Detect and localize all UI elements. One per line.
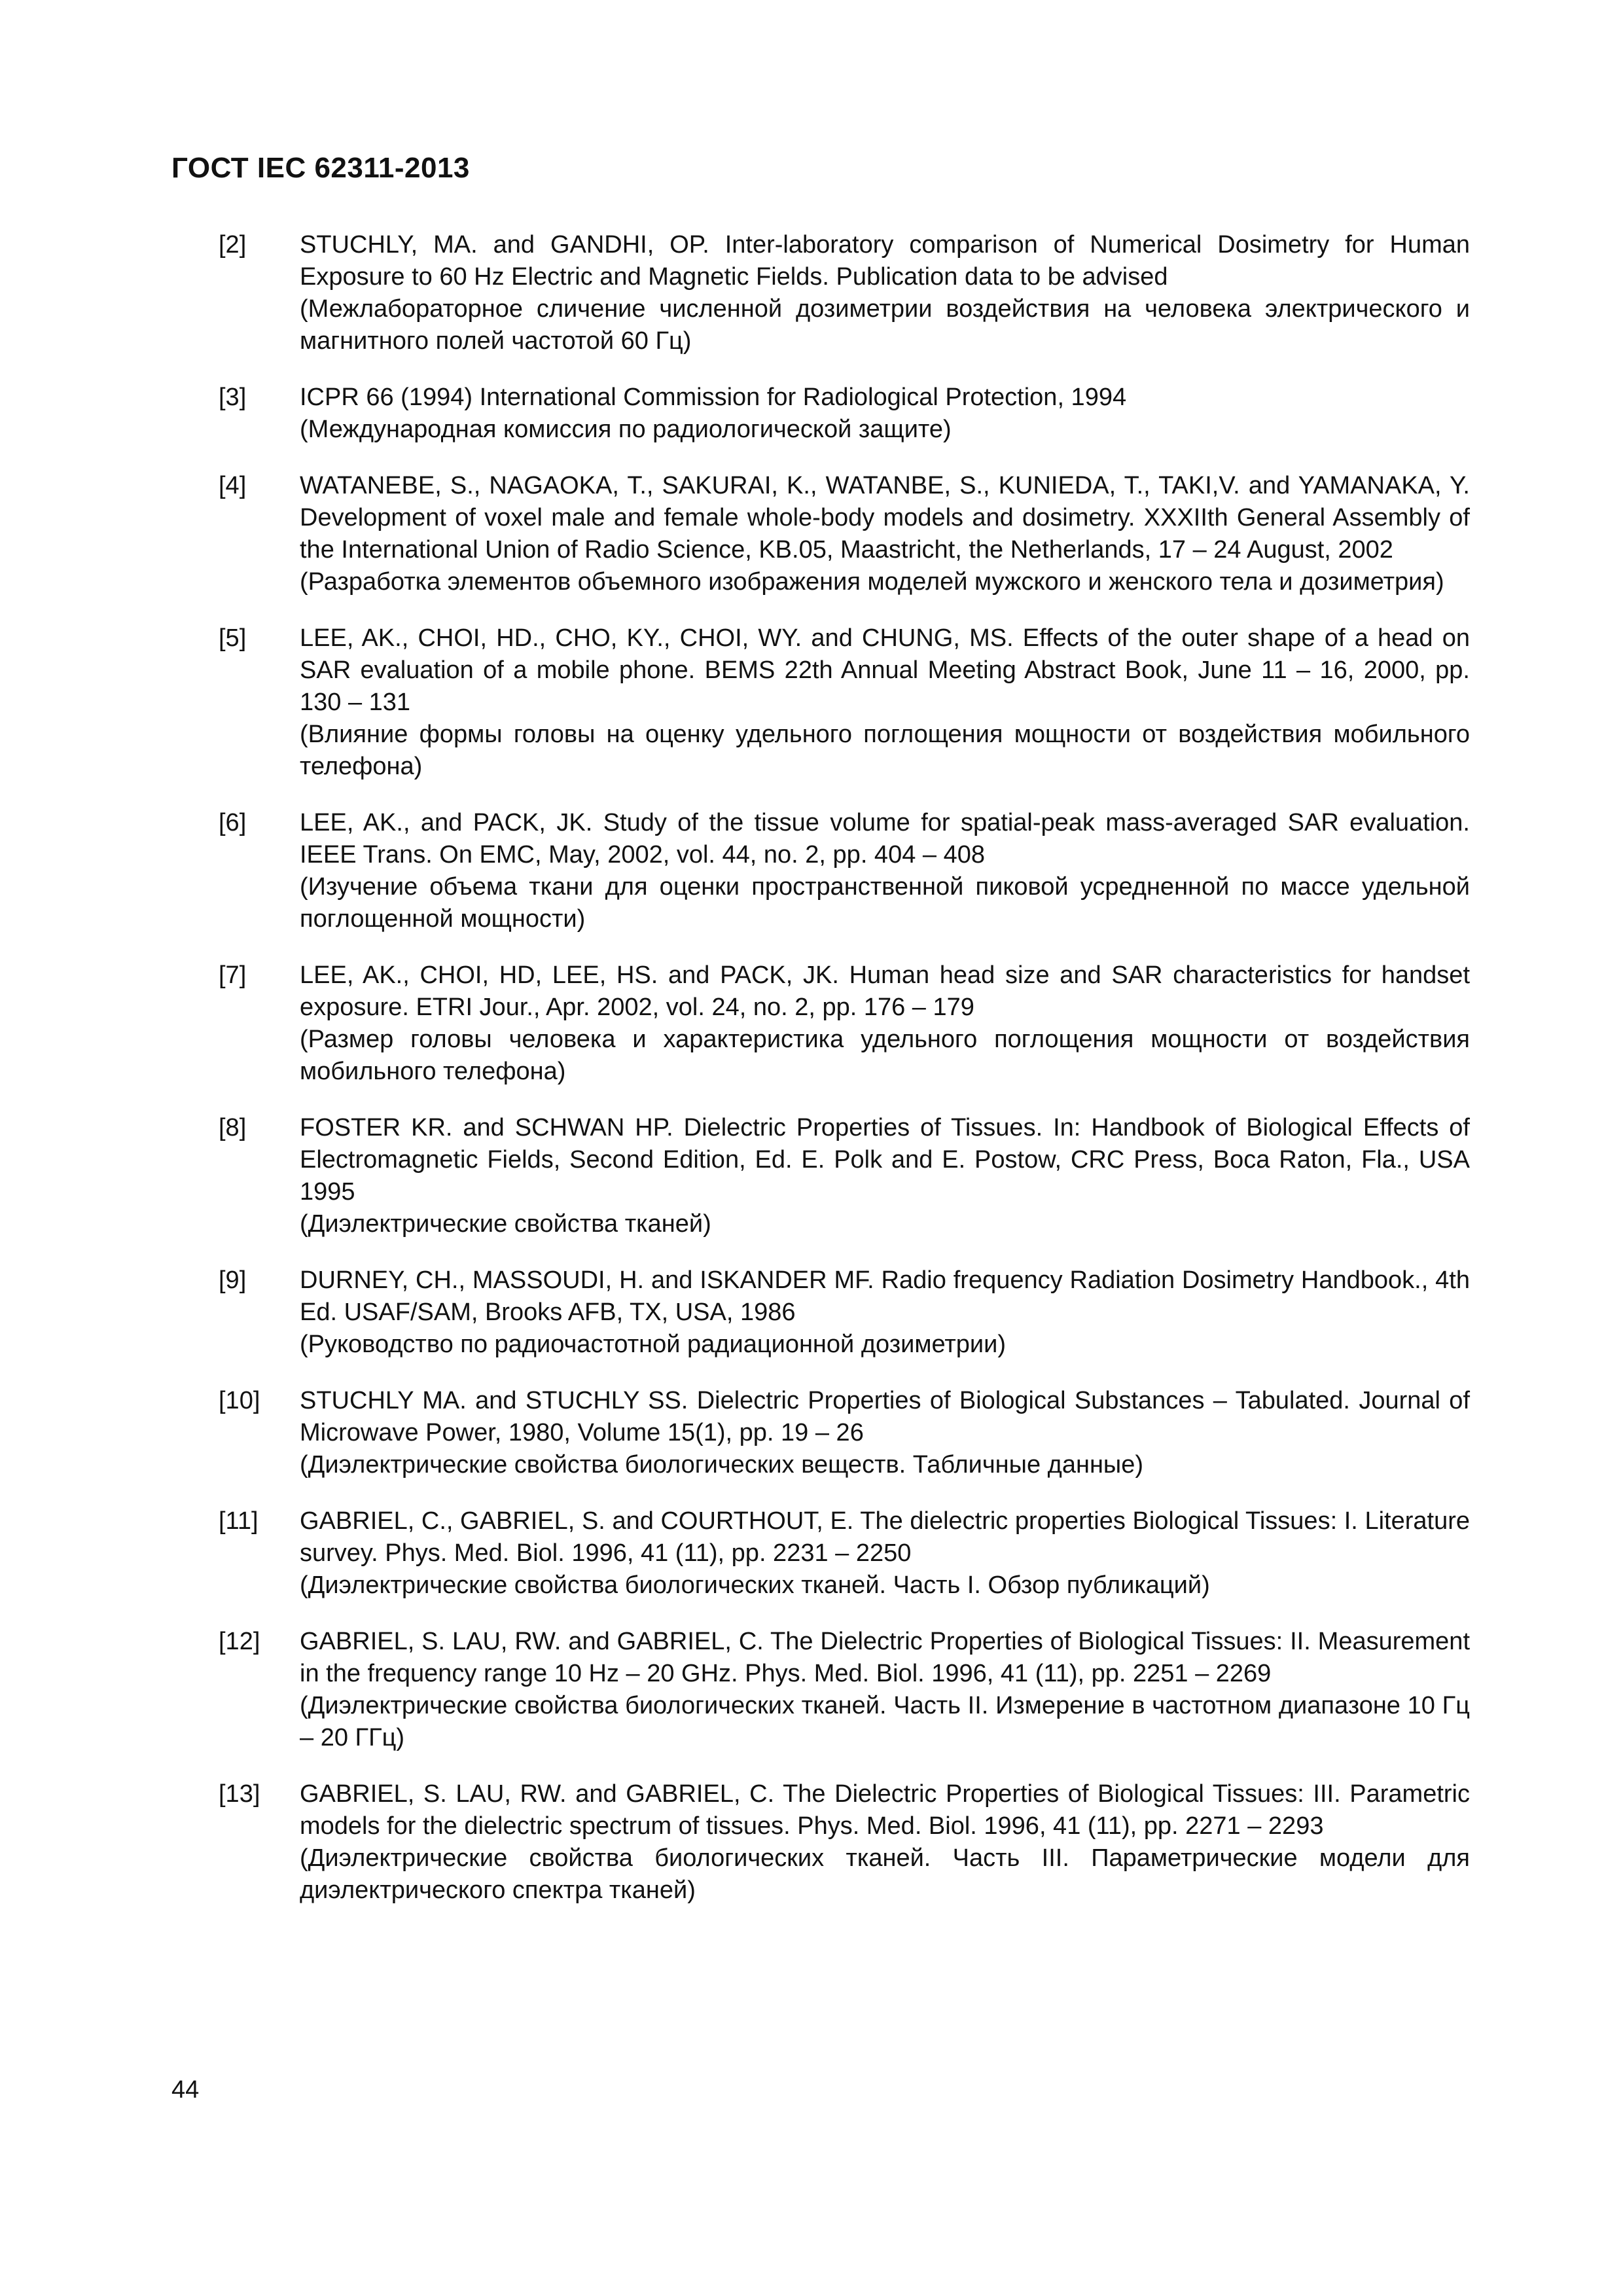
reference-item [219, 1626, 1470, 1754]
reference-body [300, 1265, 1470, 1361]
reference-list [219, 229, 1470, 1931]
reference-citation: DURNEY, CH., MASSOUDI, H. and ISKANDER MF. Radio frequency Radiation Dosimetry Handbook., 4th Ed. USAF/SAM, Brooks AFB, TX, USA, 1986 [300, 1266, 1470, 1326]
reference-number: [8] [219, 1114, 247, 1141]
reference-item [219, 807, 1470, 935]
reference-translation: (Изучение объема ткани для оценки пространственной пиковой усредненной по массе удельной поглощенной мощности) [300, 873, 1470, 933]
page-number: 44 [171, 2076, 200, 2104]
reference-body [300, 382, 1470, 446]
reference-body [300, 1626, 1470, 1754]
reference-item [219, 470, 1470, 598]
reference-body [300, 960, 1470, 1088]
reference-citation: STUCHLY MA. and STUCHLY SS. Dielectric Properties of Biological Substances – Tabulated. Journal of Microwave Power, 1980, Volume 15(1), pp. 19 – 26 [300, 1387, 1470, 1446]
reference-item [219, 1385, 1470, 1481]
reference-number: [7] [219, 961, 247, 989]
reference-body [300, 229, 1470, 357]
reference-body [300, 807, 1470, 935]
reference-body [300, 1778, 1470, 1907]
reference-translation: (Диэлектрические свойства биологических тканей. Часть I. Обзор публикаций) [300, 1571, 1210, 1599]
reference-translation: (Влияние формы головы на оценку удельного поглощения мощности от воздействия мобильного телефона) [300, 721, 1470, 780]
reference-number: [10] [219, 1387, 260, 1414]
reference-citation: ICPR 66 (1994) International Commission for Radiological Protection, 1994 [300, 384, 1127, 411]
reference-translation: (Размер головы человека и характеристика удельного поглощения мощности от воздействия мобильного телефона) [300, 1026, 1470, 1085]
reference-body [300, 622, 1470, 783]
reference-citation: FOSTER KR. and SCHWAN HP. Dielectric Properties of Tissues. In: Handbook of Biological Effects of Electromagnetic Fields, Second Edition, Ed. E. Polk and E. Postow, CRC Press, Boca Raton, Fla., USA 1995 [300, 1114, 1470, 1206]
reference-body [300, 1505, 1470, 1602]
reference-item [219, 1505, 1470, 1602]
reference-number: [3] [219, 384, 247, 411]
reference-number: [11] [219, 1507, 259, 1535]
reference-translation: (Межлабораторное сличение численной дозиметрии воздействия на человека электрического и магнитного полей частотой 60 Гц) [300, 295, 1470, 355]
reference-number: [13] [219, 1780, 260, 1808]
reference-citation: LEE, AK., and PACK, JK. Study of the tissue volume for spatial-peak mass-averaged SAR evaluation. IEEE Trans. On EMC, May, 2002, vol. 44, no. 2, pp. 404 – 408 [300, 809, 1470, 869]
reference-translation: (Международная комиссия по радиологической защите) [300, 416, 952, 443]
reference-number: [6] [219, 809, 247, 836]
reference-body [300, 1112, 1470, 1240]
reference-citation: LEE, AK., CHOI, HD., CHO, KY., CHOI, WY. and CHUNG, MS. Effects of the outer shape of a head on SAR evaluation of a mobile phone. BEMS 22th Annual Meeting Abstract Book, June 11 – 16, 2000, pp. 130 – 131 [300, 624, 1470, 716]
reference-number: [4] [219, 472, 247, 499]
reference-item [219, 382, 1470, 446]
reference-number: [2] [219, 231, 247, 259]
reference-translation: (Разработка элементов объемного изображения моделей мужского и женского тела и дозиметрия) [300, 568, 1444, 596]
reference-number: [12] [219, 1628, 260, 1655]
reference-item [219, 229, 1470, 357]
reference-translation: (Диэлектрические свойства биологических тканей. Часть III. Параметрические модели для диэлектрического спектра тканей) [300, 1844, 1470, 1904]
reference-body [300, 1385, 1470, 1481]
reference-number: [5] [219, 624, 247, 652]
reference-item [219, 622, 1470, 783]
reference-citation: STUCHLY, MA. and GANDHI, OP. Inter-laboratory comparison of Numerical Dosimetry for Human Exposure to 60 Hz Electric and Magnetic Fields. Publication data to be advised [300, 231, 1470, 291]
reference-item [219, 1778, 1470, 1907]
reference-item [219, 1112, 1470, 1240]
reference-translation: (Руководство по радиочастотной радиационной дозиметрии) [300, 1331, 1007, 1358]
reference-citation: LEE, AK., CHOI, HD, LEE, HS. and PACK, JK. Human head size and SAR characteristics for handset exposure. ETRI Jour., Apr. 2002, vol. 24, no. 2, pp. 176 – 179 [300, 961, 1470, 1021]
reference-citation: GABRIEL, S. LAU, RW. and GABRIEL, C. The Dielectric Properties of Biological Tissues: II. Measurement in the frequency range 10 Hz – 20 GHz. Phys. Med. Biol. 1996, 41 (11), pp. 2251 – 2269 [300, 1628, 1470, 1687]
reference-translation: (Диэлектрические свойства тканей) [300, 1210, 711, 1238]
document-header: ГОСТ IEC 62311-2013 [171, 152, 470, 184]
reference-citation: GABRIEL, C., GABRIEL, S. and COURTHOUT, E. The dielectric properties Biological Tissues: I. Literature survey. Phys. Med. Biol. 1996, 41 (11), pp. 2231 – 2250 [300, 1507, 1470, 1567]
reference-translation: (Диэлектрические свойства биологических тканей. Часть II. Измерение в частотном диапазоне 10 Гц – 20 ГГц) [300, 1692, 1470, 1751]
reference-number: [9] [219, 1266, 247, 1294]
reference-body [300, 470, 1470, 598]
reference-translation: (Диэлектрические свойства биологических веществ. Табличные данные) [300, 1451, 1144, 1479]
reference-citation: WATANEBE, S., NAGAOKA, T., SAKURAI, K., WATANBE, S., KUNIEDA, T., TAKI,V. and YAMANAKA, Y. Development of voxel male and female whole-body models and dosimetry. XXXIIth General Assembly of the International Union of Radio Science, KB.05, Maastricht, the Netherlands, 17 – 24 August, 2002 [300, 472, 1470, 564]
reference-citation: GABRIEL, S. LAU, RW. and GABRIEL, C. The Dielectric Properties of Biological Tissues: III. Parametric models for the dielectric spectrum of tissues. Phys. Med. Biol. 1996, 41 (11), pp. 2271 – 2293 [300, 1780, 1470, 1840]
reference-item [219, 960, 1470, 1088]
reference-item [219, 1265, 1470, 1361]
